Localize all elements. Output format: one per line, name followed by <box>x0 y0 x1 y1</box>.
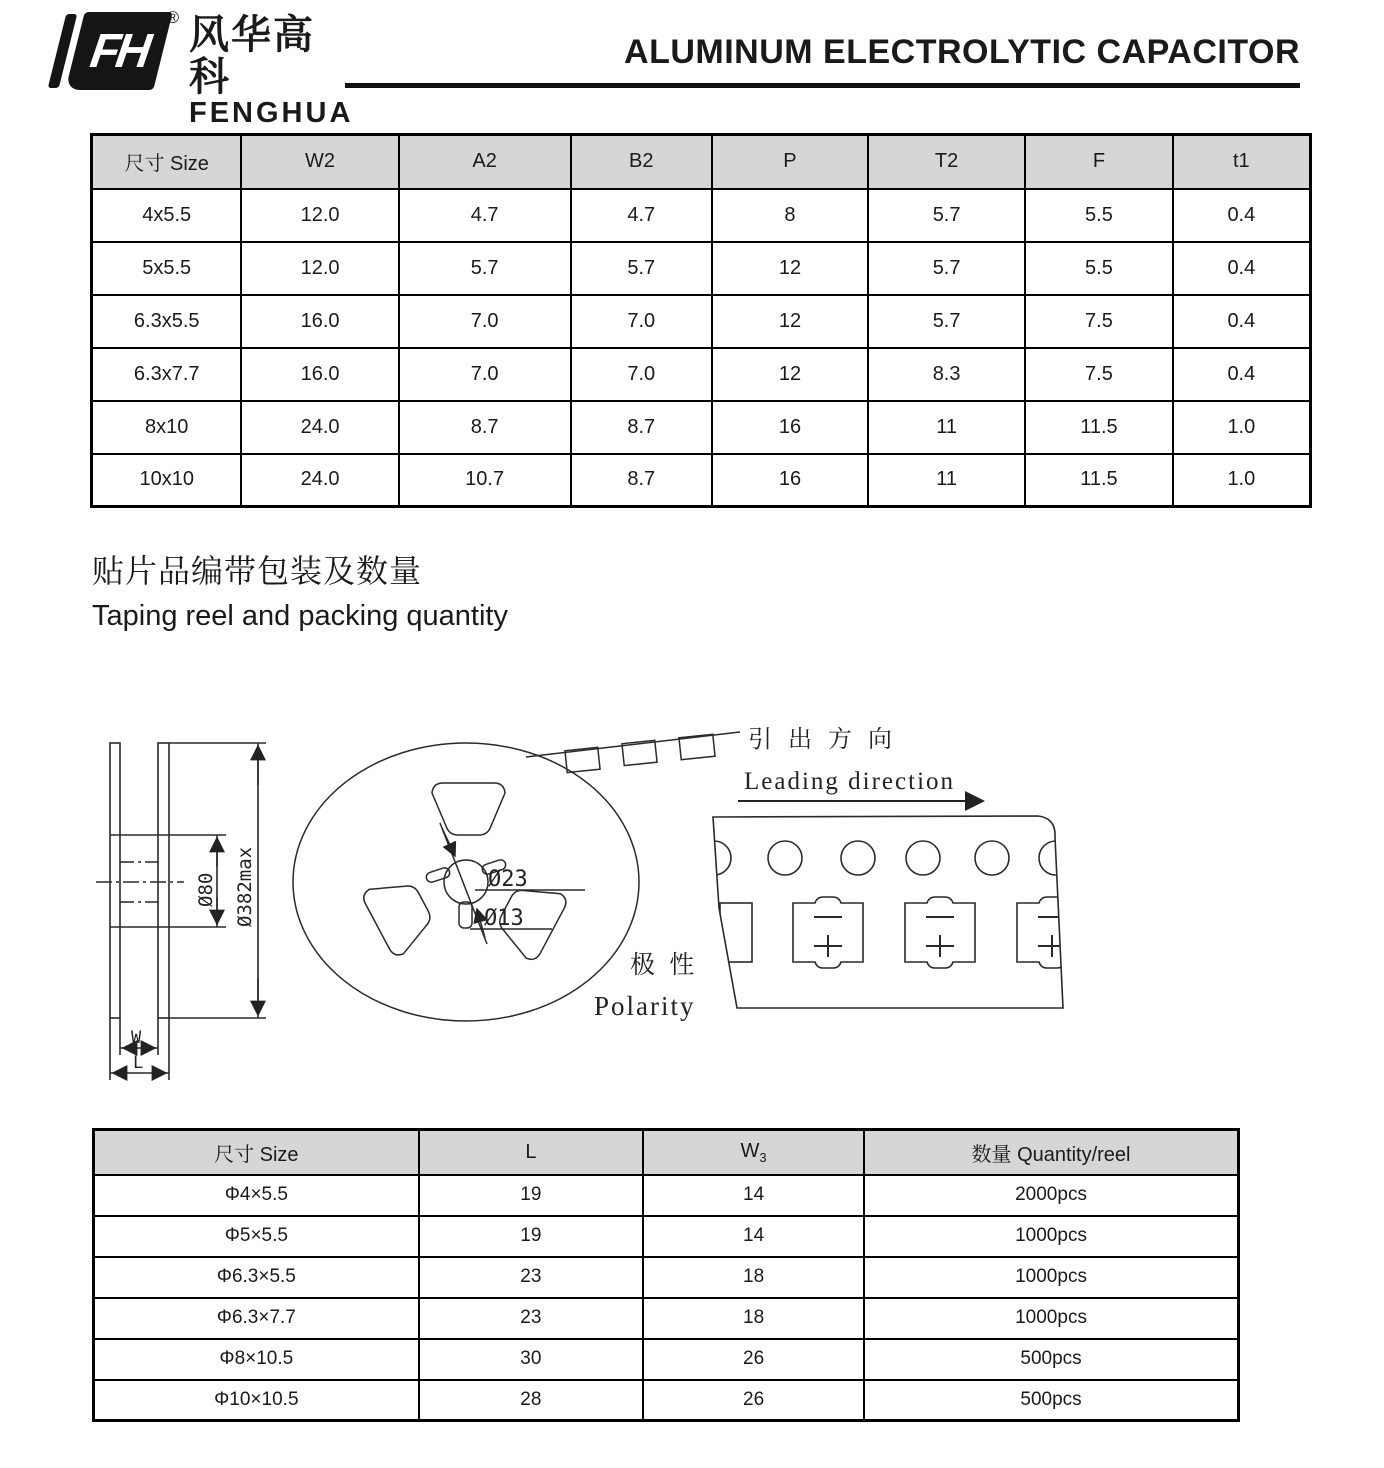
table-cell: 5.7 <box>868 295 1025 348</box>
table-cell: 8.7 <box>571 454 712 507</box>
column-header: 尺寸 Size <box>94 1130 419 1175</box>
hub-hole-23-label: Ø23 <box>488 867 528 892</box>
table-cell: 1.0 <box>1173 401 1311 454</box>
table-cell: Φ8×10.5 <box>94 1339 419 1380</box>
reel-and-tape-drawing <box>90 695 1340 1100</box>
table-cell: 23 <box>419 1257 643 1298</box>
packing-table <box>92 1128 1240 1422</box>
table-row <box>92 189 1311 242</box>
table-cell: 5.7 <box>399 242 571 295</box>
table-cell: 24.0 <box>241 454 398 507</box>
column-header: F <box>1025 135 1172 189</box>
column-header: T2 <box>868 135 1025 189</box>
table-cell: 0.4 <box>1173 295 1311 348</box>
dimensions-table-body <box>92 189 1311 507</box>
table-cell: 5.5 <box>1025 189 1172 242</box>
table-cell: Φ6.3×7.7 <box>94 1298 419 1339</box>
table-cell: 26 <box>643 1339 864 1380</box>
dimensions-table <box>90 133 1312 508</box>
table-cell: 12 <box>712 242 868 295</box>
column-header: A2 <box>399 135 571 189</box>
table-cell: 1000pcs <box>864 1216 1238 1257</box>
table-cell: 7.0 <box>571 295 712 348</box>
column-header: W2 <box>241 135 398 189</box>
logo-name-cn: 风华高科 <box>189 13 315 99</box>
table-row <box>94 1339 1239 1380</box>
table-row <box>94 1298 1239 1339</box>
column-header: 尺寸 Size <box>92 135 242 189</box>
table-cell: 7.0 <box>399 348 571 401</box>
table-cell: 500pcs <box>864 1380 1238 1421</box>
table-cell: 5.7 <box>571 242 712 295</box>
table-cell: 23 <box>419 1298 643 1339</box>
table-cell: 8 <box>712 189 868 242</box>
table-cell: Φ4×5.5 <box>94 1175 419 1216</box>
table-cell: 5.7 <box>868 242 1025 295</box>
table-cell: 1000pcs <box>864 1298 1238 1339</box>
table-cell: 11 <box>868 454 1025 507</box>
leading-direction-label-cn: 引 出 方 向 <box>748 727 897 753</box>
hub-hole-13-label: Ø13 <box>484 906 524 931</box>
table-row <box>92 401 1311 454</box>
section-heading <box>92 546 1384 633</box>
header-row <box>94 1130 1239 1175</box>
table-cell: 12 <box>712 348 868 401</box>
table-cell: 28 <box>419 1380 643 1421</box>
section-title-cn: 贴片品编带包装及数量 <box>92 553 423 589</box>
table-cell: 0.4 <box>1173 189 1311 242</box>
table-cell: 5.5 <box>1025 242 1172 295</box>
table-cell: 18 <box>643 1257 864 1298</box>
table-row <box>94 1216 1239 1257</box>
carrier-tape <box>697 816 1087 1008</box>
table-cell: 11.5 <box>1025 401 1172 454</box>
table-cell: 4.7 <box>399 189 571 242</box>
fenghua-logo-icon <box>55 8 179 92</box>
table-cell: 24.0 <box>241 401 398 454</box>
table-cell: 7.5 <box>1025 348 1172 401</box>
table-cell: 10.7 <box>399 454 571 507</box>
table-cell: 19 <box>419 1175 643 1216</box>
table-row <box>94 1257 1239 1298</box>
table-cell: 18 <box>643 1298 864 1339</box>
table-cell: 8.7 <box>571 401 712 454</box>
table-cell: Φ10×10.5 <box>94 1380 419 1421</box>
title-underline <box>345 12 1300 88</box>
table-cell: 19 <box>419 1216 643 1257</box>
logo-monogram-text: FH <box>87 24 151 78</box>
table-cell: 16 <box>712 454 868 507</box>
hub-diameter-label: Ø80 <box>195 872 217 907</box>
table-cell: 1000pcs <box>864 1257 1238 1298</box>
table-cell: 16.0 <box>241 348 398 401</box>
table-cell: 7.0 <box>399 295 571 348</box>
table-row <box>94 1175 1239 1216</box>
table-cell: 8.3 <box>868 348 1025 401</box>
table-row <box>92 295 1311 348</box>
table-cell: 6.3x7.7 <box>92 348 242 401</box>
table-cell: 12.0 <box>241 189 398 242</box>
column-header: L <box>419 1130 643 1175</box>
company-logo <box>55 8 354 129</box>
table-cell: 12 <box>712 295 868 348</box>
table-cell: 5x5.5 <box>92 242 242 295</box>
table-cell: 1.0 <box>1173 454 1311 507</box>
tape-width-label: W <box>131 1028 142 1048</box>
leading-direction-label-en: Leading direction <box>744 768 956 795</box>
column-header: t1 <box>1173 135 1311 189</box>
table-cell: 2000pcs <box>864 1175 1238 1216</box>
column-header: B2 <box>571 135 712 189</box>
packing-table-header <box>94 1130 1239 1175</box>
table-cell: 11 <box>868 401 1025 454</box>
table-cell: 8.7 <box>399 401 571 454</box>
table-cell: 16 <box>712 401 868 454</box>
table-row <box>92 242 1311 295</box>
header-row <box>92 135 1311 189</box>
table-cell: 12.0 <box>241 242 398 295</box>
section-title-en: Taping reel and packing quantity <box>92 600 508 632</box>
table-cell: 4x5.5 <box>92 189 242 242</box>
logo-name-en: FENGHUA <box>189 97 354 129</box>
packing-table-body <box>94 1175 1239 1421</box>
polarity-label-cn: 极 性 <box>630 952 699 979</box>
taping-reel-diagram <box>90 695 1384 1105</box>
table-cell: 4.7 <box>571 189 712 242</box>
table-cell: 6.3x5.5 <box>92 295 242 348</box>
table-cell: 11.5 <box>1025 454 1172 507</box>
column-header: 数量 Quantity/reel <box>864 1130 1238 1175</box>
table-row <box>92 348 1311 401</box>
table-cell: 5.7 <box>868 189 1025 242</box>
logo-monogram <box>65 12 172 90</box>
table-cell: 30 <box>419 1339 643 1380</box>
page-header <box>0 0 1384 129</box>
reel-diameter-label: Ø382max <box>234 846 256 927</box>
table-cell: 8x10 <box>92 401 242 454</box>
table-row <box>94 1380 1239 1421</box>
table-cell: 7.0 <box>571 348 712 401</box>
registered-trademark-icon: ® <box>166 8 179 27</box>
column-header: P <box>712 135 868 189</box>
table-cell: Φ6.3×5.5 <box>94 1257 419 1298</box>
dimensions-table-header <box>92 135 1311 189</box>
table-cell: 0.4 <box>1173 348 1311 401</box>
reel-width-label: L <box>133 1053 144 1073</box>
table-cell: 14 <box>643 1175 864 1216</box>
sprocket-holes <box>697 841 1073 875</box>
table-cell: 7.5 <box>1025 295 1172 348</box>
page-title: ALUMINUM ELECTROLYTIC CAPACITOR <box>624 33 1300 71</box>
table-cell: 14 <box>643 1216 864 1257</box>
table-row <box>92 454 1311 507</box>
logo-text <box>189 12 353 128</box>
table-cell: 26 <box>643 1380 864 1421</box>
column-header: $W_3$ <box>643 1130 864 1175</box>
table-cell: 0.4 <box>1173 242 1311 295</box>
table-cell: 500pcs <box>864 1339 1238 1380</box>
table-cell: Φ5×5.5 <box>94 1216 419 1257</box>
component-pockets <box>720 897 1087 968</box>
table-cell: 10x10 <box>92 454 242 507</box>
table-cell: 16.0 <box>241 295 398 348</box>
polarity-label-en: Polarity <box>594 991 696 1021</box>
